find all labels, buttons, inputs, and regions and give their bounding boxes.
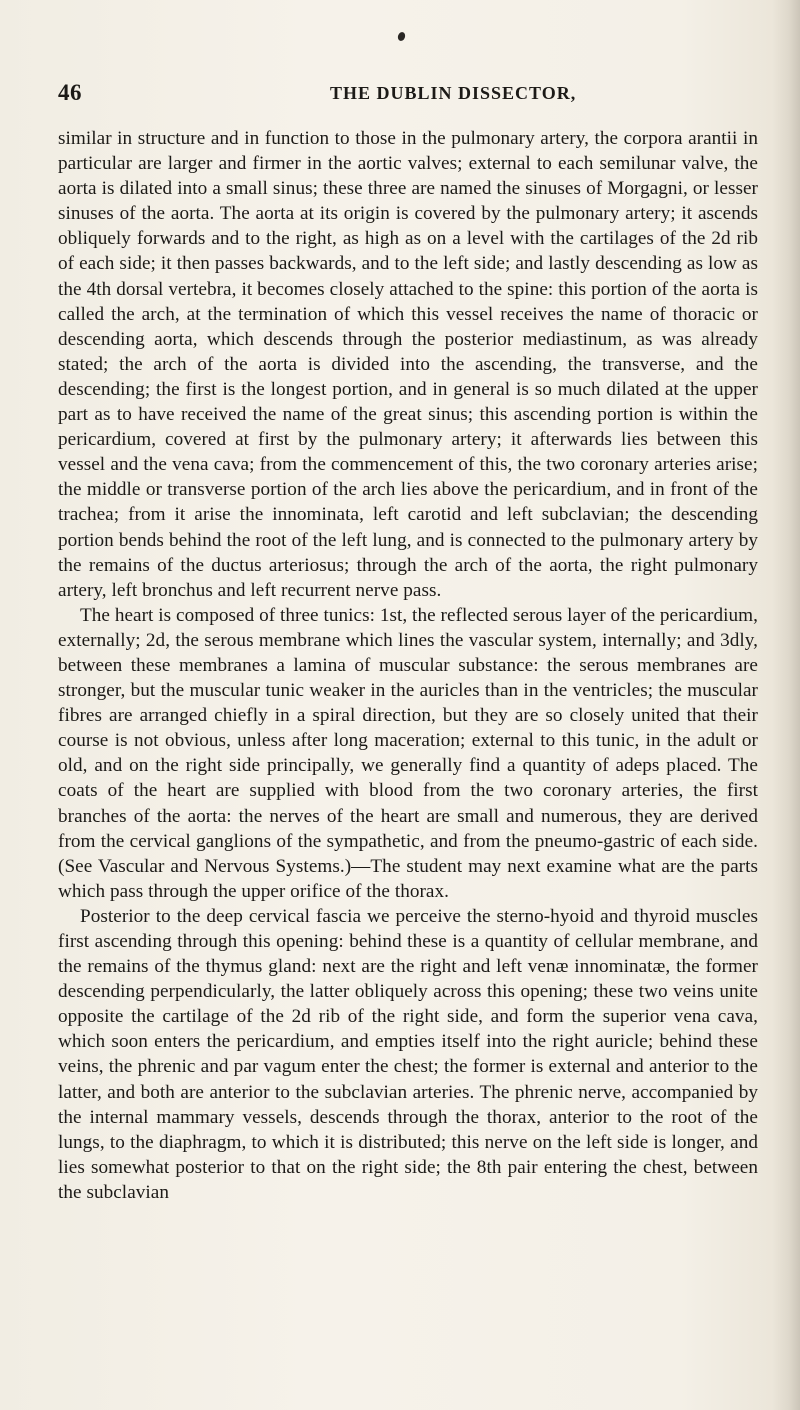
page-header bbox=[58, 80, 758, 110]
running-title: THE DUBLIN DISSECTOR, bbox=[330, 83, 577, 103]
page-edge-shadow bbox=[772, 0, 800, 1410]
paragraph-heart-tunics: The heart is composed of three tunics: 1st, the reflected serous layer of the pericardium, externally; 2d, the serous membrane which lines the vascular system, internally; and 3dly, between these membranes a lamina of muscular substance: the serous membranes are stronger, but the muscular tunic weaker in the auricles than in the ventricles; the muscular fibres are arranged chiefly in a spiral direction, but they are so closely united that their course is not obvious, unless after long maceration; external to this tunic, in the adult or old, and on the right side principally, we generally find a quantity of adeps placed. The coats of the heart are supplied with blood from the two coronary arteries, the first branches of the aorta: the nerves of the heart are small and numerous, they are derived from the cervical ganglions of the sympathetic, and from the pneumo-gastric of each side. (See Vascular and Nervous Systems.)—The student may next examine what are the parts which pass through the upper orifice of the thorax. bbox=[58, 604, 758, 902]
ink-spot bbox=[397, 31, 407, 42]
paragraph-aorta: similar in structure and in function to those in the pulmonary artery, the corpora arantii in particular are larger and firmer in the aortic valves; external to each semilunar valve, the aorta is dilated into a small sinus; these three are named the sinuses of Morgagni, or lesser sinuses of the aorta. The aorta at its origin is covered by the pulmonary artery; it ascends obliquely forwards and to the right, as high as on a level with the cartilages of the 2d rib of each side; it then passes backwards, and to the left side; and lastly descending as low as the 4th dorsal vertebra, it becomes closely attached to the spine: this portion of the aorta is called the arch, at the termination of which this vessel receives the name of thoracic or descending aorta, which descends through the posterior mediastinum, as was already stated; the arch of the aorta is divided into the ascending, the transverse, and the descending; the first is the longest portion, and in general is so much dilated at the upper part as to have received the name of the great sinus; this ascending portion is within the pericardium, covered at first by the pulmonary artery; it afterwards lies between this vessel and the vena cava; from the commencement of this, the two coronary arteries arise; the middle or transverse portion of the arch lies above the pericardium, and in front of the trachea; from it arise the innominata, left carotid and left subclavian; the descending portion bends behind the root of the left lung, and is connected to the pulmonary artery by the remains of the ductus arteriosus; through the arch of the aorta, the right pulmonary artery, left bronchus and left recurrent nerve pass. bbox=[58, 128, 758, 601]
body-text bbox=[58, 126, 758, 1205]
paragraph-thorax-orifice: Posterior to the deep cervical fascia we perceive the sterno-hyoid and thyroid muscles first ascending through this opening: behind these is a quantity of cellular membrane, and the remains of the thymus gland: next are the right and left venæ innominatæ, the former descending perpendicularly, the latter obliquely across this opening; these two veins unite opposite the cartilage of the 2d rib of the right side, and form the superior vena cava, which soon enters the pericardium, and empties itself into the right auricle; behind these veins, the phrenic and par vagum enter the chest; the former is external and anterior to the latter, and both are anterior to the subclavian arteries. The phrenic nerve, accompanied by the internal mammary vessels, descends through the thorax, anterior to the root of the lungs, to the diaphragm, to which it is distributed; this nerve on the left side is longer, and lies somewhat posterior to that on the right side; the 8th pair entering the chest, between the subclavian bbox=[58, 905, 758, 1203]
page-number: 46 bbox=[58, 80, 82, 105]
